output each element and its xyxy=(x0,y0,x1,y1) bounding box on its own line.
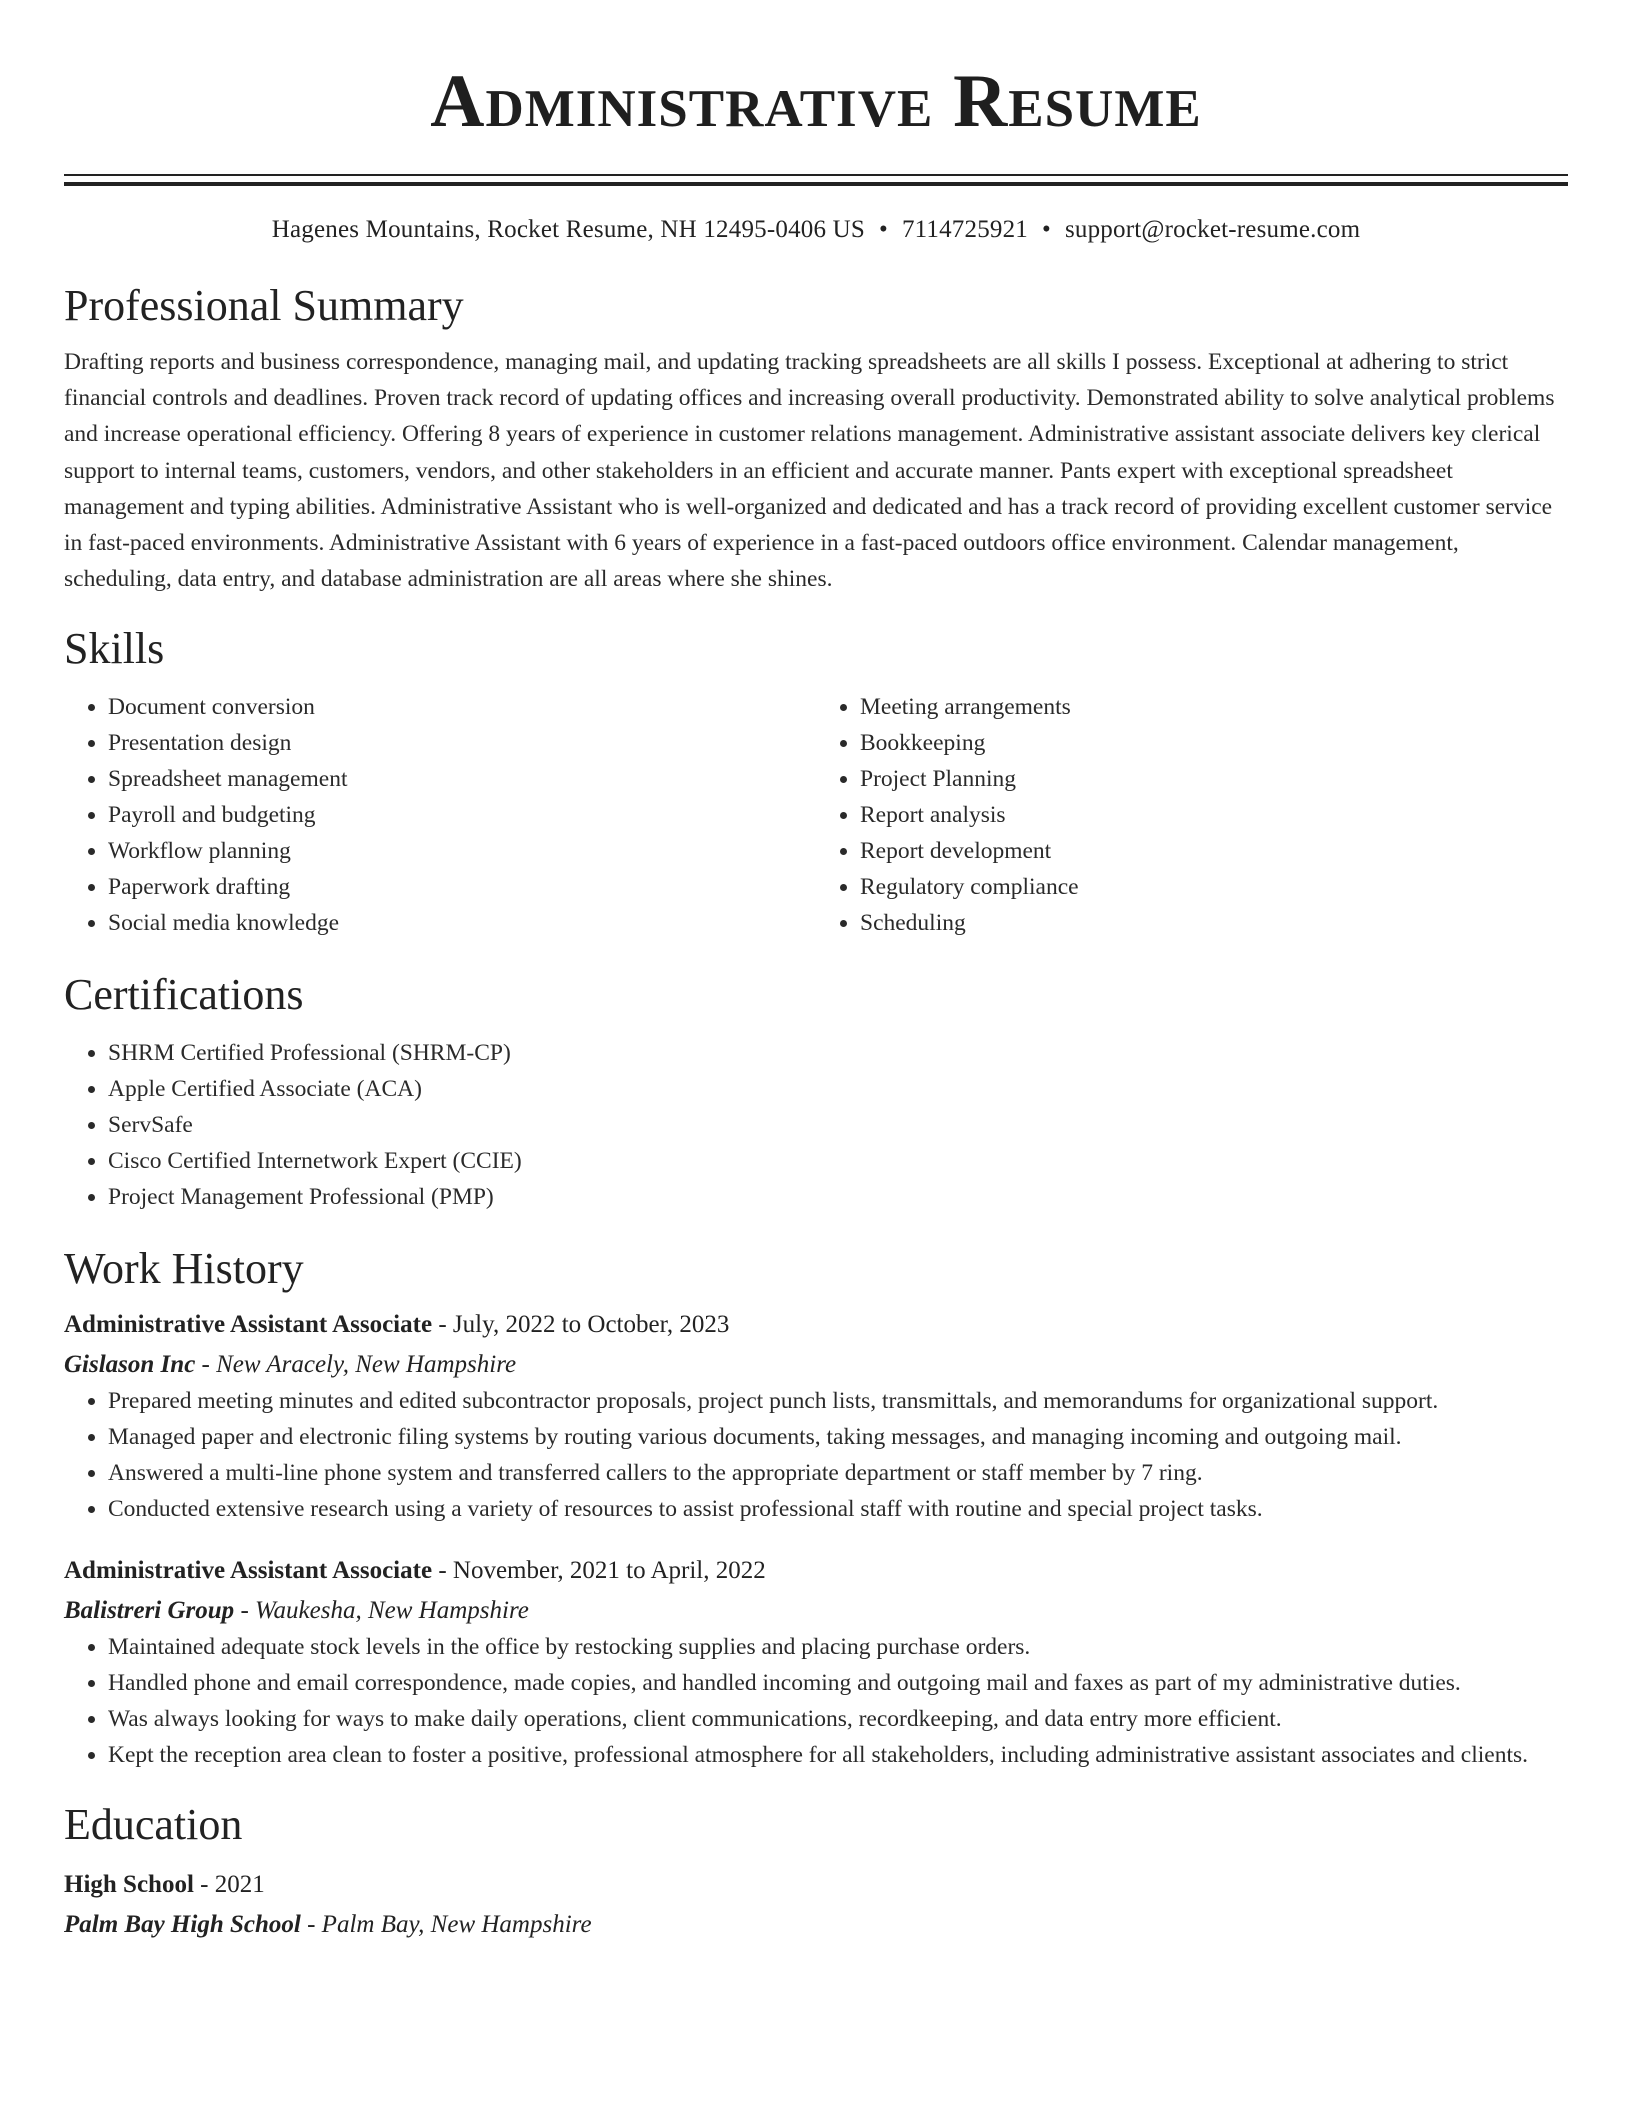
education-location: - Palm Bay, New Hampshire xyxy=(300,1911,592,1939)
work-heading: Work History xyxy=(64,1244,304,1294)
job-bullet: • Maintained adequate stock levels in the office by restocking supplies and placing purchase orders. xyxy=(108,1629,1568,1665)
education-school-line xyxy=(64,1907,1568,1943)
certification-item: • Project Management Professional (PMP) xyxy=(108,1179,1568,1215)
education-section xyxy=(64,1797,1568,1943)
education-degree-line xyxy=(64,1867,1568,1903)
job-company-line xyxy=(64,1593,1568,1629)
skills-list-right xyxy=(816,689,1568,941)
job-bullet: • Was always looking for ways to make daily operations, client communications, recordkeeping, and data entry more efficient. xyxy=(108,1701,1568,1737)
education-degree: High School xyxy=(64,1871,194,1899)
job-location: - New Aracely, New Hampshire xyxy=(195,1351,517,1379)
certification-item: • Cisco Certified Internetwork Expert (CCIE) xyxy=(108,1143,1568,1179)
certifications-heading: Certifications xyxy=(64,970,304,1020)
skill-item: • Report analysis xyxy=(860,797,1568,833)
certification-item: • Apple Certified Associate (ACA) xyxy=(108,1071,1568,1107)
summary-section xyxy=(64,278,1568,597)
job-bullet: • Kept the reception area clean to foster a positive, professional atmosphere for all stakeholders, including administrative assistant associates and clients. xyxy=(108,1737,1568,1773)
contact-phone: 7114725921 xyxy=(901,216,1029,243)
skills-columns xyxy=(64,689,1568,941)
skill-item: • Regulatory compliance xyxy=(860,869,1568,905)
certification-item: • ServSafe xyxy=(108,1107,1568,1143)
job-location: - Waukesha, New Hampshire xyxy=(234,1597,529,1625)
skill-item: • Workflow planning xyxy=(108,833,816,869)
job-dates: - July, 2022 to October, 2023 xyxy=(432,1311,730,1339)
job-dates: - November, 2021 to April, 2022 xyxy=(432,1557,766,1585)
skill-item: • Meeting arrangements xyxy=(860,689,1568,725)
skills-section xyxy=(64,621,1568,941)
title-divider xyxy=(64,174,1568,186)
skill-item: • Spreadsheet management xyxy=(108,761,816,797)
skills-list-left xyxy=(64,689,816,941)
contact-separator: • xyxy=(878,216,888,243)
contact-address: Hagenes Mountains, Rocket Resume, NH 12495-0406 US xyxy=(271,216,865,243)
job-title: Administrative Assistant Associate xyxy=(64,1557,433,1585)
skill-item: • Report development xyxy=(860,833,1568,869)
job-bullets xyxy=(64,1629,1568,1773)
education-year: - 2021 xyxy=(193,1871,265,1899)
skill-item: • Social media knowledge xyxy=(108,905,816,941)
job-bullet: • Conducted extensive research using a variety of resources to assist professional staff with routine and special project tasks. xyxy=(108,1491,1568,1527)
job-company: Balistreri Group xyxy=(64,1597,235,1625)
skill-item: • Presentation design xyxy=(108,725,816,761)
skill-item: • Document conversion xyxy=(108,689,816,725)
summary-text: Drafting reports and business correspondence, managing mail, and updating tracking spreadsheets are all skills I possess. Exceptional at adhering to strict financial controls and deadlines. Proven track record of updating offices and increasing overall productivity. Demonstrated ability to solve analytical problems and increase operational efficiency. Offering 8 years of experience in customer relations management. Administrative assistant associate delivers key clerical support to internal teams, customers, vendors, and other stakeholders in an efficient and accurate manner. Pants expert with exceptional spreadsheet management and typing abilities. Administrative Assistant who is well-organized and dedicated and has a track record of providing excellent customer service in fast-paced environments. Administrative Assistant with 6 years of experience in a fast-paced outdoors office environment. Calendar management, scheduling, data entry, and database administration are all areas where she shines. xyxy=(64,349,1555,593)
education-school: Palm Bay High School xyxy=(64,1911,301,1939)
contact-email: support@rocket-resume.com xyxy=(1064,216,1361,243)
skill-item: • Paperwork drafting xyxy=(108,869,816,905)
skill-item: • Project Planning xyxy=(860,761,1568,797)
job-title-line xyxy=(64,1307,1568,1343)
job-bullet: • Handled phone and email correspondence, made copies, and handled incoming and outgoing mail and faxes as part of my administrative duties. xyxy=(108,1665,1568,1701)
resume-title: Administrative Resume xyxy=(430,60,1202,143)
certification-item: • SHRM Certified Professional (SHRM-CP) xyxy=(108,1035,1568,1071)
certifications-list xyxy=(64,1035,1568,1215)
contact-separator: • xyxy=(1042,216,1051,243)
skill-item: • Payroll and budgeting xyxy=(108,797,816,833)
education-heading: Education xyxy=(64,1800,243,1850)
contact-line xyxy=(64,214,1568,246)
certifications-section xyxy=(64,967,1568,1215)
skills-heading: Skills xyxy=(64,624,165,674)
job-company: Gislason Inc xyxy=(64,1351,196,1379)
job-bullet: • Answered a multi-line phone system and transferred callers to the appropriate department or staff member by 7 ring. xyxy=(108,1455,1568,1491)
summary-heading: Professional Summary xyxy=(64,281,464,330)
job-bullet: • Managed paper and electronic filing systems by routing various documents, taking messages, and managing incoming and outgoing mail. xyxy=(108,1419,1568,1455)
job-entry xyxy=(64,1307,1568,1527)
job-title: Administrative Assistant Associate xyxy=(64,1311,433,1339)
job-entry xyxy=(64,1553,1568,1773)
job-bullets xyxy=(64,1383,1568,1527)
work-section xyxy=(64,1241,1568,1773)
skill-item: • Bookkeeping xyxy=(860,725,1568,761)
job-company-line xyxy=(64,1347,1568,1383)
job-title-line xyxy=(64,1553,1568,1589)
skill-item: • Scheduling xyxy=(860,905,1568,941)
job-bullet: • Prepared meeting minutes and edited subcontractor proposals, project punch lists, transmittals, and memorandums for organizational support. xyxy=(108,1383,1568,1419)
